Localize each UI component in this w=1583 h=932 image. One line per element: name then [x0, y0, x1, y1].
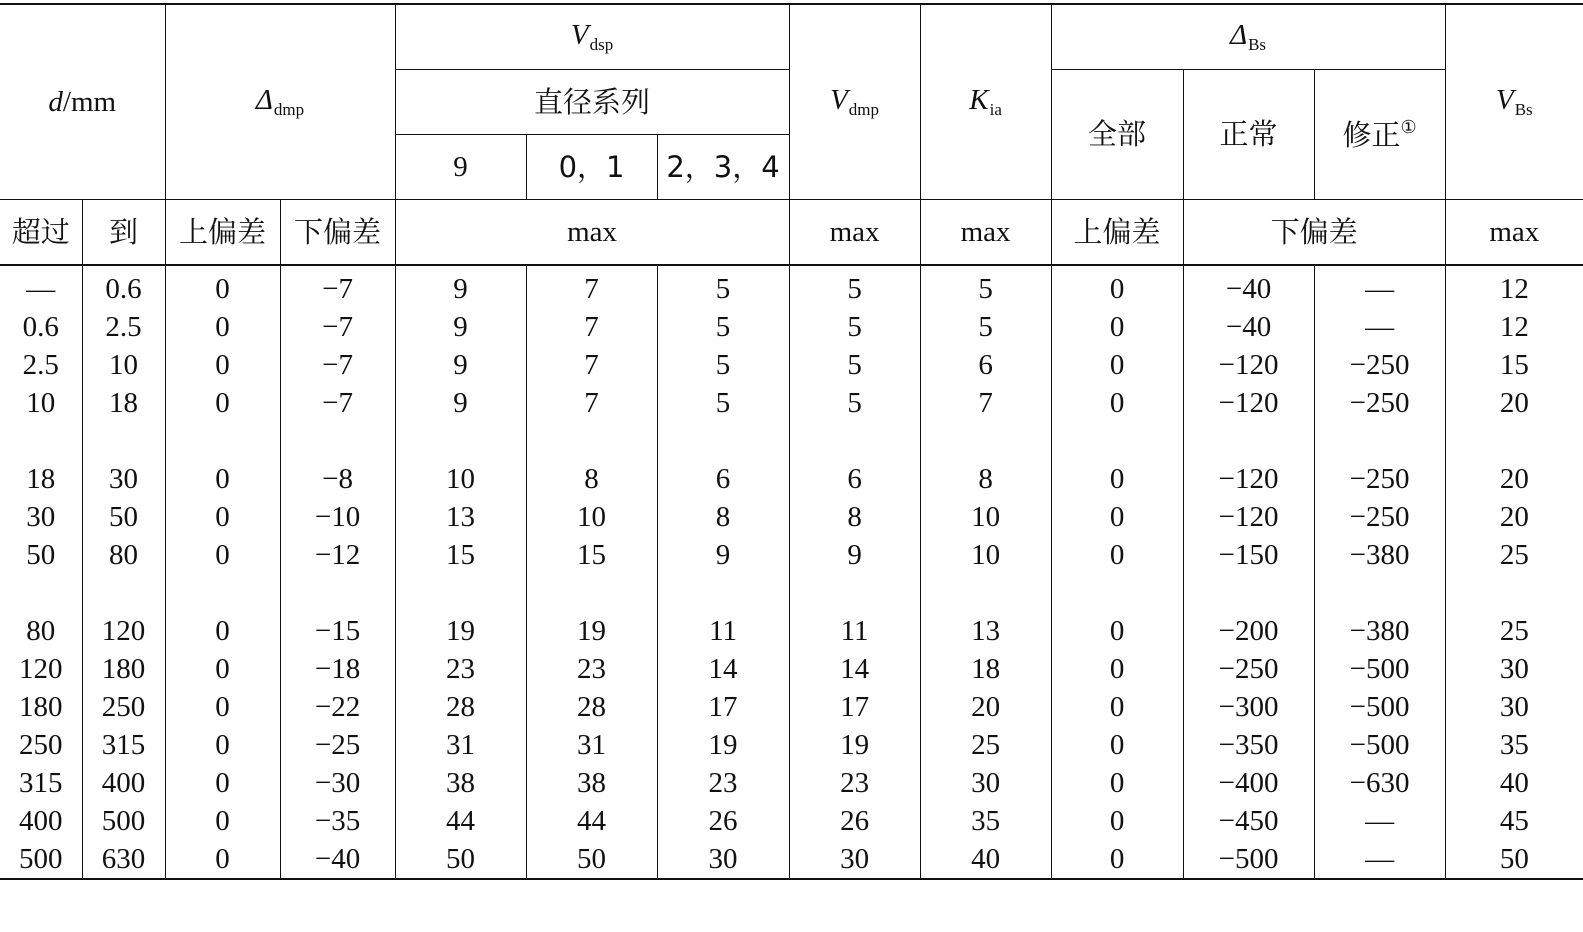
- table-cell: −630: [1314, 764, 1445, 802]
- table-cell: 0: [165, 802, 280, 840]
- table-cell: 180: [0, 688, 82, 726]
- table-cell: 40: [1445, 764, 1583, 802]
- table-cell: 11: [789, 612, 920, 650]
- table-cell: −120: [1183, 384, 1314, 422]
- table-cell: 5: [789, 384, 920, 422]
- table-cell: 0: [165, 308, 280, 346]
- table-cell: −120: [1183, 460, 1314, 498]
- table-row: [0, 265, 1583, 308]
- table-cell: 30: [82, 460, 165, 498]
- table-cell: 9: [395, 265, 526, 308]
- table-cell: 12: [1445, 265, 1583, 308]
- table-cell: 50: [395, 840, 526, 879]
- table-cell: 25: [1445, 536, 1583, 574]
- header-over: 超过: [0, 200, 82, 266]
- table-cell: 5: [657, 384, 789, 422]
- table-cell: 19: [395, 612, 526, 650]
- spacer-cell: [1051, 574, 1183, 612]
- table-cell: −40: [280, 840, 395, 879]
- table-cell: −30: [280, 764, 395, 802]
- table-cell: 0: [165, 536, 280, 574]
- table-cell: 2.5: [0, 346, 82, 384]
- table-cell: —: [1314, 840, 1445, 879]
- header-max-vbs: max: [1445, 200, 1583, 266]
- table-cell: 0: [165, 612, 280, 650]
- table-cell: 0: [165, 650, 280, 688]
- table-row: [0, 764, 1583, 802]
- table-row: [0, 536, 1583, 574]
- table-cell: 0: [165, 265, 280, 308]
- table-cell: 15: [526, 536, 657, 574]
- header-max-kia: max: [920, 200, 1051, 266]
- table-row: [0, 612, 1583, 650]
- spacer-cell: [82, 574, 165, 612]
- table-cell: 250: [0, 726, 82, 764]
- group-spacer-row: [0, 422, 1583, 460]
- d-unit: /mm: [62, 85, 117, 118]
- table-cell: 30: [789, 840, 920, 879]
- table-cell: −120: [1183, 346, 1314, 384]
- table-cell: 5: [920, 308, 1051, 346]
- table-cell: 0: [1051, 346, 1183, 384]
- table-cell: 6: [920, 346, 1051, 384]
- spacer-cell: [526, 422, 657, 460]
- table-cell: 10: [526, 498, 657, 536]
- table-cell: 50: [0, 536, 82, 574]
- table-cell: 35: [1445, 726, 1583, 764]
- vdsp-symbol: V: [570, 19, 589, 51]
- table-cell: 0: [165, 384, 280, 422]
- table-cell: 5: [657, 265, 789, 308]
- modified-label: 修正: [1342, 118, 1401, 152]
- table-cell: −15: [280, 612, 395, 650]
- spacer-cell: [395, 574, 526, 612]
- table-cell: 31: [526, 726, 657, 764]
- table-cell: 400: [0, 802, 82, 840]
- table-cell: 26: [657, 802, 789, 840]
- table-cell: 18: [920, 650, 1051, 688]
- table-cell: 8: [920, 460, 1051, 498]
- table-cell: 120: [0, 650, 82, 688]
- table-cell: 0.6: [82, 265, 165, 308]
- table-cell: 23: [526, 650, 657, 688]
- table-cell: —: [1314, 802, 1445, 840]
- table-cell: 500: [82, 802, 165, 840]
- table-cell: 25: [1445, 612, 1583, 650]
- table-cell: 11: [657, 612, 789, 650]
- spacer-cell: [1314, 422, 1445, 460]
- table-cell: 0: [1051, 498, 1183, 536]
- spacer-cell: [1183, 422, 1314, 460]
- table-cell: −7: [280, 384, 395, 422]
- header-lower-dev: 下偏差: [280, 200, 395, 266]
- table-row: [0, 460, 1583, 498]
- table-cell: 9: [395, 384, 526, 422]
- table-cell: 50: [82, 498, 165, 536]
- table-cell: 5: [657, 346, 789, 384]
- table-cell: −22: [280, 688, 395, 726]
- table-cell: 7: [526, 384, 657, 422]
- table-cell: 14: [789, 650, 920, 688]
- table-cell: −500: [1314, 688, 1445, 726]
- kia-symbol: K: [969, 84, 989, 116]
- spacer-cell: [1051, 422, 1183, 460]
- table-cell: 9: [789, 536, 920, 574]
- table-cell: −40: [1183, 308, 1314, 346]
- table-row: [0, 840, 1583, 879]
- table-cell: −200: [1183, 612, 1314, 650]
- table-cell: 15: [395, 536, 526, 574]
- table-cell: −18: [280, 650, 395, 688]
- table-cell: 120: [82, 612, 165, 650]
- table-cell: 5: [920, 265, 1051, 308]
- spacer-cell: [280, 574, 395, 612]
- spacer-cell: [789, 574, 920, 612]
- table-cell: −150: [1183, 536, 1314, 574]
- table-cell: 0: [1051, 802, 1183, 840]
- table-cell: 45: [1445, 802, 1583, 840]
- table-cell: 0: [1051, 308, 1183, 346]
- header-all: 全部: [1051, 70, 1183, 200]
- table-cell: 0: [1051, 840, 1183, 879]
- table-cell: 8: [526, 460, 657, 498]
- table-cell: 30: [657, 840, 789, 879]
- vdmp-symbol: V: [830, 84, 848, 116]
- table-cell: 17: [657, 688, 789, 726]
- spacer-cell: [920, 574, 1051, 612]
- table-cell: 315: [82, 726, 165, 764]
- table-cell: 10: [82, 346, 165, 384]
- modified-footnote-mark: ①: [1400, 117, 1417, 137]
- table-cell: 14: [657, 650, 789, 688]
- table-cell: −500: [1314, 650, 1445, 688]
- spacer-cell: [657, 574, 789, 612]
- table-cell: 31: [395, 726, 526, 764]
- table-cell: −300: [1183, 688, 1314, 726]
- table-cell: −10: [280, 498, 395, 536]
- spacer-cell: [526, 574, 657, 612]
- table-cell: 30: [1445, 688, 1583, 726]
- table-cell: 30: [0, 498, 82, 536]
- table-body: [0, 265, 1583, 879]
- vdsp-subscript: dsp: [589, 35, 614, 54]
- spacer-cell: [280, 422, 395, 460]
- table-cell: 18: [82, 384, 165, 422]
- table-cell: −250: [1314, 460, 1445, 498]
- table-row: [0, 498, 1583, 536]
- table-cell: 23: [789, 764, 920, 802]
- table-cell: 80: [82, 536, 165, 574]
- table-cell: 25: [920, 726, 1051, 764]
- table-cell: 20: [920, 688, 1051, 726]
- header-vbs: [1445, 4, 1583, 200]
- table-cell: −12: [280, 536, 395, 574]
- vbs-symbol: V: [1495, 84, 1514, 116]
- table-cell: 0: [1051, 612, 1183, 650]
- spacer-cell: [82, 422, 165, 460]
- table-cell: —: [0, 265, 82, 308]
- table-cell: 15: [1445, 346, 1583, 384]
- table-cell: 9: [395, 346, 526, 384]
- table-cell: 0: [1051, 536, 1183, 574]
- table-cell: 30: [920, 764, 1051, 802]
- table-cell: −8: [280, 460, 395, 498]
- table-cell: 10: [920, 536, 1051, 574]
- table-cell: −500: [1314, 726, 1445, 764]
- table-cell: 5: [789, 346, 920, 384]
- table-cell: 0: [165, 688, 280, 726]
- table-cell: 0: [1051, 726, 1183, 764]
- header-vdmp: [789, 4, 920, 200]
- table-cell: 5: [789, 308, 920, 346]
- table-row: [0, 384, 1583, 422]
- header-upper-dev: 上偏差: [165, 200, 280, 266]
- table-cell: 0: [165, 764, 280, 802]
- table-cell: —: [1314, 308, 1445, 346]
- table-cell: 30: [1445, 650, 1583, 688]
- header-upper-dev-bs: 上偏差: [1051, 200, 1183, 266]
- table-cell: 250: [82, 688, 165, 726]
- table-cell: 7: [526, 346, 657, 384]
- table-cell: −400: [1183, 764, 1314, 802]
- table-cell: 0: [1051, 460, 1183, 498]
- table-cell: 10: [920, 498, 1051, 536]
- table-cell: 0: [165, 840, 280, 879]
- table-cell: 8: [789, 498, 920, 536]
- table-cell: 40: [920, 840, 1051, 879]
- table-cell: −450: [1183, 802, 1314, 840]
- header-series-234: 2，3，4: [657, 135, 789, 200]
- table-cell: 10: [395, 460, 526, 498]
- table-cell: −25: [280, 726, 395, 764]
- table-cell: 38: [526, 764, 657, 802]
- table-cell: 50: [526, 840, 657, 879]
- header-lower-dev-bs: 下偏差: [1183, 200, 1445, 266]
- header-series-9: 9: [395, 135, 526, 200]
- table-cell: 23: [395, 650, 526, 688]
- header-kia: [920, 4, 1051, 200]
- header-delta-bs: [1051, 4, 1445, 70]
- spacer-cell: [789, 422, 920, 460]
- table-row: [0, 802, 1583, 840]
- table-cell: 7: [920, 384, 1051, 422]
- tolerance-table: [0, 3, 1583, 880]
- table-cell: −120: [1183, 498, 1314, 536]
- delta-bs-symbol: Δ: [1230, 19, 1248, 51]
- header-to: 到: [82, 200, 165, 266]
- spacer-cell: [920, 422, 1051, 460]
- table-cell: 35: [920, 802, 1051, 840]
- table-cell: 20: [1445, 498, 1583, 536]
- table-cell: 80: [0, 612, 82, 650]
- table-cell: 20: [1445, 460, 1583, 498]
- spacer-cell: [395, 422, 526, 460]
- table-cell: 28: [395, 688, 526, 726]
- header-vdsp: [395, 4, 789, 70]
- spacer-cell: [1445, 574, 1583, 612]
- table-cell: 38: [395, 764, 526, 802]
- delta-bs-subscript: Bs: [1248, 35, 1267, 54]
- spacer-cell: [165, 574, 280, 612]
- table-row: [0, 688, 1583, 726]
- spacer-cell: [165, 422, 280, 460]
- table-cell: 6: [789, 460, 920, 498]
- header-d-mm: [0, 4, 165, 200]
- table-cell: 0: [1051, 688, 1183, 726]
- table-cell: 0: [1051, 384, 1183, 422]
- header-modified: [1314, 70, 1445, 200]
- table-cell: 12: [1445, 308, 1583, 346]
- header-max-vdsp: max: [395, 200, 789, 266]
- vdmp-subscript: dmp: [848, 100, 880, 119]
- table-cell: 20: [1445, 384, 1583, 422]
- table-cell: 5: [657, 308, 789, 346]
- table-cell: 9: [395, 308, 526, 346]
- table-cell: 6: [657, 460, 789, 498]
- table-cell: −500: [1183, 840, 1314, 879]
- header-diameter-series: 直径系列: [395, 70, 789, 135]
- table-cell: −7: [280, 265, 395, 308]
- header-max-vdmp: max: [789, 200, 920, 266]
- table-cell: 13: [920, 612, 1051, 650]
- table-cell: —: [1314, 265, 1445, 308]
- table-cell: 0: [1051, 764, 1183, 802]
- spacer-cell: [1314, 574, 1445, 612]
- table-cell: −250: [1183, 650, 1314, 688]
- table-cell: 44: [526, 802, 657, 840]
- table-cell: 18: [0, 460, 82, 498]
- table-cell: 400: [82, 764, 165, 802]
- table-cell: −7: [280, 346, 395, 384]
- table-cell: 7: [526, 265, 657, 308]
- table-cell: 26: [789, 802, 920, 840]
- header-delta-dmp: [165, 4, 395, 200]
- table-cell: 630: [82, 840, 165, 879]
- table-cell: 0: [1051, 650, 1183, 688]
- table-cell: 2.5: [82, 308, 165, 346]
- table-cell: −350: [1183, 726, 1314, 764]
- table-cell: 19: [789, 726, 920, 764]
- table-cell: 19: [657, 726, 789, 764]
- table-cell: −250: [1314, 498, 1445, 536]
- table-cell: −250: [1314, 384, 1445, 422]
- table-cell: 28: [526, 688, 657, 726]
- table-cell: 44: [395, 802, 526, 840]
- table-cell: 19: [526, 612, 657, 650]
- table-cell: −250: [1314, 346, 1445, 384]
- table-cell: 13: [395, 498, 526, 536]
- header-normal: 正常: [1183, 70, 1314, 200]
- table-cell: 17: [789, 688, 920, 726]
- table-row: [0, 726, 1583, 764]
- table-cell: 0.6: [0, 308, 82, 346]
- table-cell: 7: [526, 308, 657, 346]
- table-cell: 180: [82, 650, 165, 688]
- header-series-01: 0，1: [526, 135, 657, 200]
- table-cell: 10: [0, 384, 82, 422]
- table-cell: 23: [657, 764, 789, 802]
- table-row: [0, 346, 1583, 384]
- spacer-cell: [1445, 422, 1583, 460]
- table-cell: 5: [789, 265, 920, 308]
- d-symbol: d: [48, 85, 63, 118]
- table-cell: 8: [657, 498, 789, 536]
- delta-dmp-subscript: dmp: [273, 100, 305, 119]
- table-cell: −380: [1314, 612, 1445, 650]
- table-cell: 0: [165, 726, 280, 764]
- table-cell: 0: [165, 346, 280, 384]
- table-cell: −7: [280, 308, 395, 346]
- table-cell: 500: [0, 840, 82, 879]
- table-cell: 9: [657, 536, 789, 574]
- table-cell: 0: [165, 460, 280, 498]
- table-row: [0, 308, 1583, 346]
- spacer-cell: [1183, 574, 1314, 612]
- table-cell: 315: [0, 764, 82, 802]
- spacer-cell: [657, 422, 789, 460]
- table-row: [0, 650, 1583, 688]
- spacer-cell: [0, 574, 82, 612]
- table-cell: 0: [165, 498, 280, 536]
- table-cell: −35: [280, 802, 395, 840]
- group-spacer-row: [0, 574, 1583, 612]
- kia-subscript: ia: [989, 100, 1002, 119]
- delta-dmp-symbol: Δ: [255, 84, 273, 116]
- table-cell: −40: [1183, 265, 1314, 308]
- table-cell: 0: [1051, 265, 1183, 308]
- table-cell: 50: [1445, 840, 1583, 879]
- table-cell: −380: [1314, 536, 1445, 574]
- spacer-cell: [0, 422, 82, 460]
- vbs-subscript: Bs: [1514, 100, 1533, 119]
